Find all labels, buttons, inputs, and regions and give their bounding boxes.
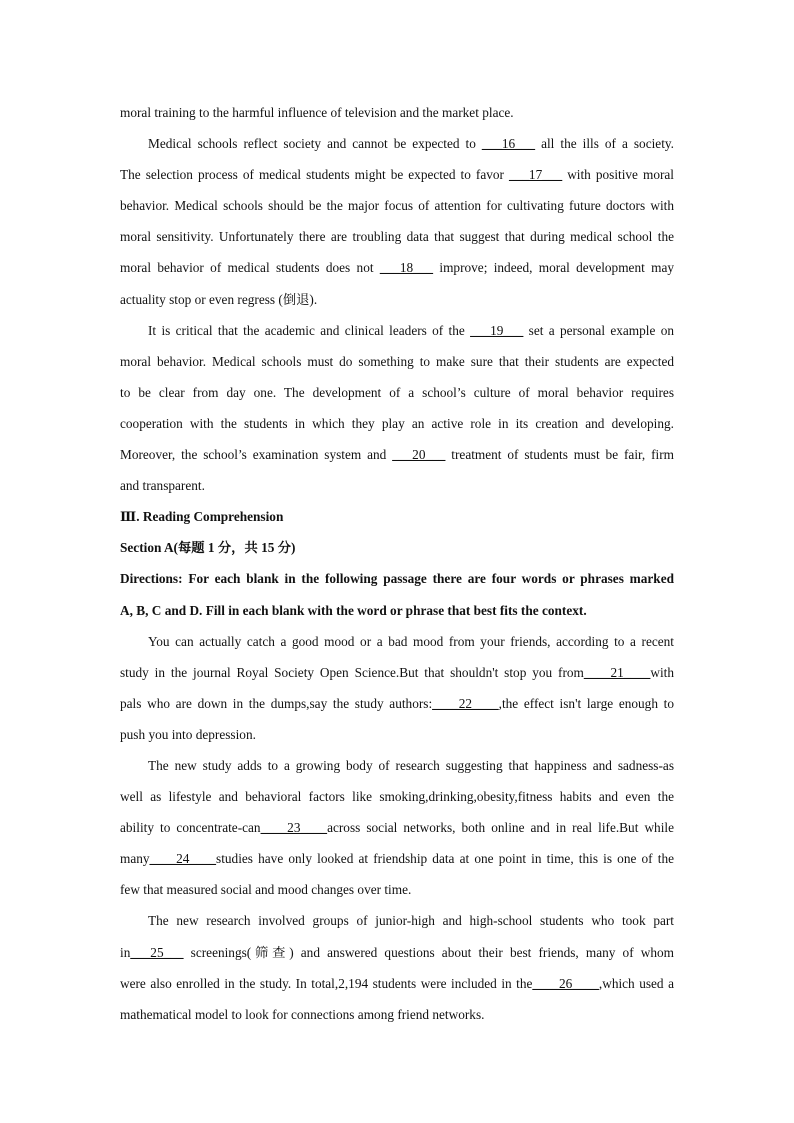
line-text: set a personal example on [523,322,674,338]
line-text: behavior. Medical schools should be the major focus of attention for cultivating future doctors with [120,198,674,214]
text-line [120,943,674,974]
text-line [120,476,674,507]
line-text: treatment of students must be fair, firm [445,447,675,463]
text-line [120,414,674,445]
line-text: studies have only looked at friendship data at one point in time, this is one of the [216,851,674,867]
text-line [120,165,674,196]
directions-line: Directions: For each blank in the following passage there are four words or phrases marked [120,571,674,587]
line-text: ,which used a [598,975,674,991]
text-line [120,321,674,352]
line-text: improve; indeed, moral development may [433,260,675,276]
directions-line: A, B, C and D. Fill in each blank with the word or phrase that best fits the context. [120,602,587,618]
text-line [120,663,674,694]
blank-22[interactable]: ____22____ [432,695,499,711]
text-line [120,632,674,663]
line-text: It is critical that the academic and clinical leaders of the [148,322,471,338]
text-line [120,818,674,849]
line-text: Medical schools reflect society and cannot be expected to [148,136,482,152]
text-line [120,227,674,258]
blank-24[interactable]: ____24____ [149,851,217,867]
blank-21[interactable]: ____21____ [583,664,651,680]
line-text: The selection process of medical students might be expected to favor [120,167,509,183]
line-text: few that measured social and mood changes over time. [120,882,412,898]
text-line [120,911,674,942]
line-text: with positive moral [562,167,674,183]
blank-25[interactable]: ___25___ [130,944,184,960]
text-line [120,103,674,134]
line-text: with [650,664,674,680]
line-text: moral behavior. Medical schools must do something to make sure that their students are expected [120,353,674,369]
blank-26[interactable]: ____26____ [532,975,599,991]
line-text: in [120,944,131,960]
line-text: cooperation with the students in which they play an active role in its creation and developing. [120,415,674,431]
line-text: screenings(筛查) and answered questions about their best friends, many of whom [183,944,674,960]
line-text: Moreover, the school’s examination system and [120,447,393,463]
line-text: study in the journal Royal Society Open Science.But that shouldn't stop you from [120,664,584,680]
line-text: many [120,851,150,867]
blank-16[interactable]: ___16___ [481,136,536,152]
line-text: and transparent. [120,478,205,494]
line-text: moral training to the harmful influence of television and the market place. [120,105,514,120]
blank-18[interactable]: ___18___ [379,260,434,276]
blank-19[interactable]: ___19___ [470,322,524,338]
line-text: mathematical model to look for connections among friend networks. [120,1006,485,1022]
text-line [120,258,674,289]
line-text: push you into depression. [120,726,256,742]
text-line [120,849,674,880]
text-line [120,445,674,476]
text-line [120,880,674,911]
text-line [120,725,674,756]
line-text: were also enrolled in the study. In total,2,194 students were included in the [120,975,533,991]
line-text: actuality stop or even regress (倒退). [120,291,318,307]
line-text: pals who are down in the dumps,say the study authors: [120,695,433,711]
line-text: all the ills of a society. [535,136,674,152]
text-line [120,290,674,321]
line-text: ,the effect isn't large enough to [498,695,674,711]
section-a-heading: Section A(每题 1 分，共 15 分) [120,540,296,556]
line-text: The new study adds to a growing body of research suggesting that happiness and sadness-as [148,757,674,773]
blank-17[interactable]: ___17___ [508,167,563,183]
blank-23[interactable]: ____23____ [260,820,328,836]
text-line [120,134,674,165]
text-line [120,1005,674,1036]
line-text: across social networks, both online and in real life.But while [327,820,674,836]
line-text: You can actually catch a good mood or a bad mood from your friends, according to a recent [148,633,674,649]
line-text: The new research involved groups of junior-high and high-school students who took part [148,913,674,929]
document-body [120,103,674,1036]
blank-20[interactable]: ___20___ [392,447,446,463]
line-text: well as lifestyle and behavioral factors like smoking,drinking,obesity,fitness habits and even the [120,789,674,805]
text-line [120,383,674,414]
text-line [120,694,674,725]
line-text: to be clear from day one. The development of a school’s culture of moral behavior requires [120,384,674,400]
section-title: Ⅲ. Reading Comprehension [120,509,284,525]
text-line [120,196,674,227]
line-text: moral sensitivity. Unfortunately there are troubling data that suggest that during medical school the [120,229,674,245]
line-text: moral behavior of medical students does not [120,260,380,276]
text-line [120,352,674,383]
text-line [120,787,674,818]
text-line [120,756,674,787]
text-line [120,974,674,1005]
line-text: ability to concentrate-can [120,820,261,836]
